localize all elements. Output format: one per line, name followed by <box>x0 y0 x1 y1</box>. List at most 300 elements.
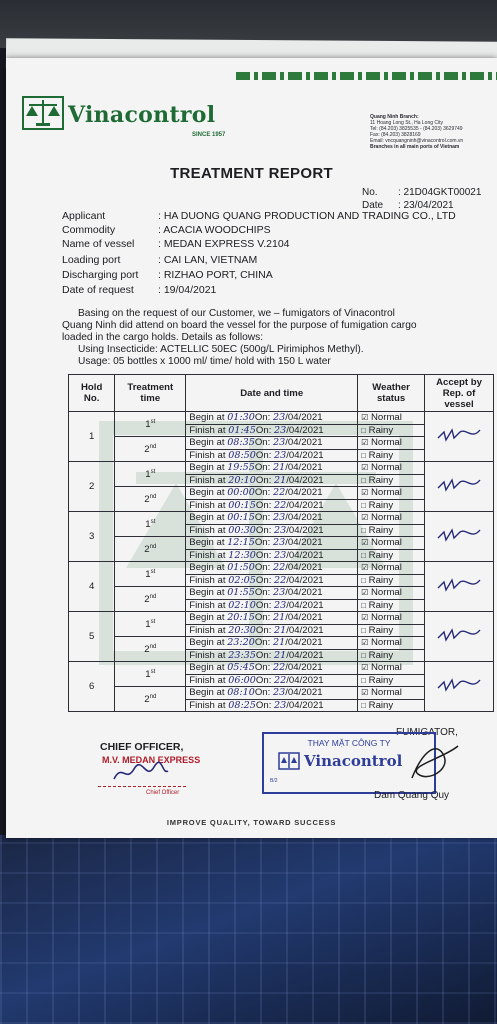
finish-day: 22 <box>274 674 287 686</box>
begin-label: Begin at <box>189 437 225 449</box>
finish-day: 21 <box>274 624 287 636</box>
table-row <box>69 512 494 525</box>
treatment-time <box>115 687 186 712</box>
weather-checkbox: □ <box>361 475 366 485</box>
begin-cell: Begin at 00:00On: 22/04/2021 <box>186 487 358 500</box>
finish-time: 02:10 <box>228 599 256 611</box>
begin-day: 23 <box>273 587 286 599</box>
treatment-ordinal: 2 <box>144 444 150 456</box>
weather-rainy <box>358 474 425 487</box>
field-label: Commodity <box>62 224 116 236</box>
accept-signature <box>425 662 494 712</box>
branch-line: Email: vncquangninh@vinacontrol.com.vn <box>370 138 464 144</box>
begin-label: Begin at <box>189 587 225 599</box>
vessel-rep-signature <box>436 426 482 444</box>
weather-rainy <box>358 674 425 687</box>
weather-label: Rainy <box>368 699 394 711</box>
weather-checkbox: ☑ <box>361 563 369 573</box>
begin-cell: Begin at 08:10On: 23/04/2021 <box>186 687 358 700</box>
weather-label: Normal <box>370 587 402 599</box>
hold-number-text: 4 <box>88 581 95 592</box>
weather-checkbox: ☑ <box>361 588 369 598</box>
finish-day: 23 <box>274 549 287 561</box>
hold-number-text: 6 <box>88 681 95 692</box>
finish-time: 20:10 <box>228 474 256 486</box>
table-row <box>69 562 494 575</box>
begin-day: 23 <box>273 687 286 699</box>
weather-checkbox: ☑ <box>361 538 369 548</box>
finish-cell: Finish at 02:10On: 23/04/2021 <box>186 599 358 612</box>
finish-cell: Finish at 20:10On: 21/04/2021 <box>186 474 358 487</box>
month-suffix: /04/2021 <box>286 624 324 636</box>
weather-checkbox: □ <box>361 700 366 710</box>
begin-cell: Begin at 01:55On: 23/04/2021 <box>186 587 358 600</box>
begin-label: Begin at <box>189 537 225 549</box>
weather-label: Normal <box>370 512 402 524</box>
begin-time: 00:00 <box>227 487 255 499</box>
begin-cell: Begin at 01:30On: 23/04/2021 <box>186 412 358 425</box>
fumigator-signature <box>404 738 462 788</box>
month-suffix: /04/2021 <box>285 562 323 574</box>
finish-time: 20:30 <box>228 624 256 636</box>
weather-checkbox: □ <box>361 650 366 660</box>
begin-time: 19:55 <box>227 462 255 474</box>
weather-checkbox: □ <box>361 625 366 635</box>
weather-label: Normal <box>370 562 402 574</box>
month-suffix: /04/2021 <box>285 462 323 474</box>
weather-normal <box>358 537 425 550</box>
table-header-row <box>69 375 494 412</box>
finish-cell: Finish at 12:30On: 23/04/2021 <box>186 549 358 562</box>
weather-normal <box>358 587 425 600</box>
weather-checkbox: ☑ <box>361 688 369 698</box>
weather-label: Rainy <box>368 624 394 636</box>
month-suffix: /04/2021 <box>285 487 323 499</box>
weather-label: Normal <box>370 662 402 674</box>
chief-signature <box>110 761 170 785</box>
month-suffix: /04/2021 <box>286 499 324 511</box>
weather-checkbox: □ <box>361 450 366 460</box>
on-label: On <box>255 699 269 711</box>
finish-time: 08:50 <box>228 449 256 461</box>
table-row <box>69 412 494 425</box>
treatment-time <box>115 462 186 487</box>
finish-label: Finish at <box>189 424 226 436</box>
begin-label: Begin at <box>189 487 225 499</box>
weather-rainy <box>358 549 425 562</box>
weather-label: Normal <box>370 437 402 449</box>
finish-day: 23 <box>274 424 287 436</box>
finish-label: Finish at <box>189 649 226 661</box>
report-number <box>362 187 482 198</box>
weather-normal <box>358 562 425 575</box>
weather-label: Normal <box>370 487 402 499</box>
begin-time: 20:15 <box>227 612 255 624</box>
weather-label: Rainy <box>368 574 394 586</box>
report-title: TREATMENT REPORT <box>170 165 333 182</box>
field-label: Date of request <box>62 284 134 296</box>
begin-time: 23:20 <box>227 637 255 649</box>
field-label: Applicant <box>62 210 106 222</box>
hold-number-text: 2 <box>88 481 95 492</box>
fumigator-label: FUMIGATOR, <box>396 727 458 738</box>
begin-day: 23 <box>273 512 286 524</box>
begin-day: 22 <box>273 487 286 499</box>
weather-checkbox: □ <box>361 500 366 510</box>
month-suffix: /04/2021 <box>285 412 323 424</box>
table-row <box>69 462 494 475</box>
month-suffix: /04/2021 <box>285 437 323 449</box>
treatment-ordinal: 1 <box>145 419 151 431</box>
on-label: On <box>254 562 268 574</box>
weather-label: Rainy <box>368 649 394 661</box>
treatment-ordinal-suffix: st <box>150 469 156 476</box>
on-label: On <box>254 662 268 674</box>
hold-number <box>69 512 115 562</box>
begin-cell: Begin at 05:45On: 22/04/2021 <box>186 662 358 675</box>
begin-cell: Begin at 00:15On: 23/04/2021 <box>186 512 358 525</box>
finish-cell: Finish at 02:05On: 22/04/2021 <box>186 574 358 587</box>
treatment-ordinal-suffix: nd <box>149 494 157 501</box>
on-label: On <box>254 687 268 699</box>
begin-cell: Begin at 08:35On: 23/04/2021 <box>186 437 358 450</box>
weather-label: Rainy <box>368 449 394 461</box>
hold-number-text: 1 <box>88 431 95 442</box>
table-row <box>69 662 494 675</box>
begin-day: 21 <box>273 637 286 649</box>
month-suffix: /04/2021 <box>286 649 324 661</box>
month-suffix: /04/2021 <box>286 574 324 586</box>
stamp-top-text: THAY MẶT CÔNG TY <box>307 738 391 748</box>
chief-officer-label: CHIEF OFFICER, <box>100 741 184 753</box>
weather-normal <box>358 512 425 525</box>
month-suffix: /04/2021 <box>285 512 323 524</box>
treatment-time <box>115 587 186 612</box>
month-suffix: /04/2021 <box>286 524 324 536</box>
treatment-ordinal-suffix: st <box>150 669 156 676</box>
treatment-time <box>115 612 186 637</box>
on-label: On <box>254 437 268 449</box>
begin-time: 01:50 <box>227 562 255 574</box>
begin-cell: Begin at 20:15On: 21/04/2021 <box>186 612 358 625</box>
weather-checkbox: ☑ <box>361 488 369 498</box>
begin-cell: Begin at 23:20On: 21/04/2021 <box>186 637 358 650</box>
finish-label: Finish at <box>189 624 226 636</box>
begin-label: Begin at <box>189 512 225 524</box>
finish-cell: Finish at 00:15On: 22/04/2021 <box>186 499 358 512</box>
treatment-ordinal: 1 <box>145 669 151 681</box>
begin-day: 23 <box>273 537 286 549</box>
weather-rainy <box>358 574 425 587</box>
stamp-company-name: Vinacontrol <box>304 752 403 770</box>
begin-time: 01:55 <box>227 587 255 599</box>
finish-day: 23 <box>274 449 287 461</box>
finish-day: 21 <box>274 474 287 486</box>
month-suffix: /04/2021 <box>285 687 323 699</box>
begin-day: 21 <box>273 612 286 624</box>
weather-label: Rainy <box>368 424 394 436</box>
treatment-time <box>115 537 186 562</box>
treatment-time <box>115 562 186 587</box>
weather-label: Rainy <box>368 599 394 611</box>
finish-day: 23 <box>274 699 287 711</box>
finish-label: Finish at <box>189 599 226 611</box>
treatment-time <box>115 662 186 687</box>
weather-checkbox: □ <box>361 425 366 435</box>
field-label: Loading port <box>62 254 121 266</box>
hold-number <box>69 462 115 512</box>
weather-checkbox: □ <box>361 550 366 560</box>
finish-cell: Finish at 23:35On: 21/04/2021 <box>186 649 358 662</box>
header-hold: Hold No. <box>69 375 115 412</box>
weather-rainy <box>358 424 425 437</box>
finish-time: 01:45 <box>228 424 256 436</box>
vessel-rep-signature <box>436 476 482 494</box>
weather-label: Normal <box>370 412 402 424</box>
header-weather: Weather status <box>358 375 425 412</box>
month-suffix: /04/2021 <box>285 537 323 549</box>
finish-day: 22 <box>274 574 287 586</box>
weather-normal <box>358 637 425 650</box>
chief-stamp-small: Chief Officer <box>146 790 180 796</box>
begin-time: 08:35 <box>227 437 255 449</box>
accept-signature <box>425 512 494 562</box>
weather-checkbox: ☑ <box>361 438 369 448</box>
header-date-time: Date and time <box>186 375 358 412</box>
treatment-ordinal: 2 <box>144 694 150 706</box>
finish-cell: Finish at 01:45On: 23/04/2021 <box>186 424 358 437</box>
finish-cell: Finish at 08:50On: 23/04/2021 <box>186 449 358 462</box>
vessel-rep-signature <box>436 576 482 594</box>
weather-checkbox: □ <box>361 675 366 685</box>
month-suffix: /04/2021 <box>285 662 323 674</box>
treatment-table <box>68 374 494 712</box>
finish-time: 08:25 <box>228 699 256 711</box>
on-label: On <box>254 587 268 599</box>
insecticide-line: Using Insecticide: ACTELLIC 50EC (500g/L Pirimiphos Methyl). <box>78 344 364 355</box>
treatment-ordinal-suffix: nd <box>149 694 157 701</box>
on-label: On <box>254 487 268 499</box>
vessel-rep-signature <box>436 626 482 644</box>
company-since: SINCE 1957 <box>192 132 226 138</box>
hold-number <box>69 612 115 662</box>
finish-label: Finish at <box>189 499 226 511</box>
begin-day: 22 <box>273 562 286 574</box>
begin-label: Begin at <box>189 412 225 424</box>
finish-day: 22 <box>274 499 287 511</box>
on-label: On <box>254 612 268 624</box>
treatment-ordinal: 2 <box>144 644 150 656</box>
month-suffix: /04/2021 <box>285 587 323 599</box>
month-suffix: /04/2021 <box>285 637 323 649</box>
field-value: : MEDAN EXPRESS V.2104 <box>158 238 290 250</box>
treatment-time <box>115 412 186 437</box>
month-suffix: /04/2021 <box>286 474 324 486</box>
month-suffix: /04/2021 <box>285 612 323 624</box>
treatment-ordinal: 2 <box>144 494 150 506</box>
begin-cell: Begin at 12:15On: 23/04/2021 <box>186 537 358 550</box>
field-value: : ACACIA WOODCHIPS <box>158 224 271 236</box>
treatment-ordinal-suffix: st <box>150 619 156 626</box>
on-label: On <box>254 412 268 424</box>
weather-rainy <box>358 524 425 537</box>
begin-label: Begin at <box>189 687 225 699</box>
weather-label: Rainy <box>368 474 394 486</box>
begin-day: 23 <box>273 437 286 449</box>
header-accept: Accept by Rep. of vessel <box>425 375 494 412</box>
treatment-time <box>115 512 186 537</box>
finish-cell: Finish at 08:25On: 23/04/2021 <box>186 699 358 712</box>
background-fabric <box>0 835 497 1024</box>
weather-checkbox: □ <box>361 575 366 585</box>
branch-line: Tel: (84.203) 3825535 - (84.203) 3629749 <box>370 126 463 132</box>
begin-time: 12:15 <box>227 537 255 549</box>
month-suffix: /04/2021 <box>286 424 324 436</box>
treatment-ordinal: 2 <box>144 594 150 606</box>
treatment-ordinal-suffix: nd <box>149 644 157 651</box>
finish-label: Finish at <box>189 699 226 711</box>
on-label: On <box>255 599 269 611</box>
begin-day: 23 <box>273 412 286 424</box>
finish-label: Finish at <box>189 549 226 561</box>
field-value: : CAI LAN, VIETNAM <box>158 254 258 266</box>
usage-line: Usage: 05 bottles x 1000 ml/ time/ hold with 150 L water <box>78 356 331 367</box>
treatment-ordinal-suffix: st <box>150 569 156 576</box>
weather-rainy <box>358 499 425 512</box>
weather-rainy <box>358 649 425 662</box>
branch-info <box>370 114 495 150</box>
on-label: On <box>255 474 269 486</box>
finish-time: 02:05 <box>228 574 256 586</box>
weather-normal <box>358 662 425 675</box>
begin-label: Begin at <box>189 562 225 574</box>
header-treatment-time: Treatment time <box>115 375 186 412</box>
intro-line: loaded in the cargo holds. Details as follows: <box>62 332 264 343</box>
month-suffix: /04/2021 <box>286 599 324 611</box>
branch-line: Quang Ninh Branch: <box>370 114 419 120</box>
weather-rainy <box>358 699 425 712</box>
month-suffix: /04/2021 <box>286 549 324 561</box>
accept-signature <box>425 462 494 512</box>
hold-number-text: 3 <box>88 531 95 542</box>
begin-day: 22 <box>273 662 286 674</box>
treatment-ordinal: 1 <box>145 619 151 631</box>
report-date-value: : 23/04/2021 <box>398 200 454 211</box>
weather-normal <box>358 612 425 625</box>
footer-slogan: IMPROVE QUALITY, TOWARD SUCCESS <box>166 818 337 827</box>
stamp-small-text: B/2 <box>270 778 278 784</box>
treatment-ordinal-suffix: st <box>150 519 156 526</box>
hold-number <box>69 412 115 462</box>
stamp-scales-icon <box>278 752 300 770</box>
treatment-ordinal: 1 <box>145 519 151 531</box>
treatment-ordinal-suffix: nd <box>149 544 157 551</box>
on-label: On <box>254 462 268 474</box>
begin-time: 05:45 <box>227 662 255 674</box>
begin-time: 00:15 <box>227 512 255 524</box>
begin-day: 21 <box>273 462 286 474</box>
weather-normal <box>358 412 425 425</box>
weather-checkbox: □ <box>361 525 366 535</box>
accept-signature <box>425 562 494 612</box>
weather-normal <box>358 487 425 500</box>
weather-label: Rainy <box>368 674 394 686</box>
treatment-ordinal: 2 <box>144 544 150 556</box>
on-label: On <box>255 624 269 636</box>
vessel-rep-signature <box>436 676 482 694</box>
treatment-ordinal-suffix: st <box>150 419 156 426</box>
finish-cell: Finish at 06:00On: 22/04/2021 <box>186 674 358 687</box>
begin-cell: Begin at 19:55On: 21/04/2021 <box>186 462 358 475</box>
on-label: On <box>255 674 269 686</box>
begin-label: Begin at <box>189 662 225 674</box>
weather-checkbox: ☑ <box>361 613 369 623</box>
branch-line: Fax: (84.203) 3828169 <box>370 132 421 138</box>
finish-label: Finish at <box>189 674 226 686</box>
begin-label: Begin at <box>189 637 225 649</box>
field-value: : 19/04/2021 <box>158 284 217 296</box>
finish-time: 06:00 <box>228 674 256 686</box>
report-number-value: : 21D04GKT00021 <box>398 187 482 198</box>
weather-label: Rainy <box>368 549 394 561</box>
begin-time: 01:30 <box>227 412 255 424</box>
finish-label: Finish at <box>189 574 226 586</box>
month-suffix: /04/2021 <box>286 699 324 711</box>
weather-normal <box>358 462 425 475</box>
treatment-ordinal: 1 <box>145 469 151 481</box>
accept-signature <box>425 412 494 462</box>
weather-checkbox: ☑ <box>361 513 369 523</box>
treatment-ordinal: 1 <box>145 569 151 581</box>
branch-line: Branches in all main ports of Vietnam <box>370 144 460 150</box>
weather-checkbox: □ <box>361 600 366 610</box>
treatment-time <box>115 637 186 662</box>
weather-label: Normal <box>370 537 402 549</box>
chief-signature-line <box>98 786 186 787</box>
hold-number <box>69 662 115 712</box>
finish-label: Finish at <box>189 474 226 486</box>
weather-checkbox: ☑ <box>361 663 369 673</box>
weather-normal <box>358 437 425 450</box>
on-label: On <box>255 649 269 661</box>
treatment-time <box>115 487 186 512</box>
finish-day: 23 <box>274 524 287 536</box>
report-date-label: Date <box>362 200 384 211</box>
vessel-rep-signature <box>436 526 482 544</box>
field-label: Name of vessel <box>62 238 135 250</box>
finish-day: 21 <box>274 649 287 661</box>
on-label: On <box>255 524 269 536</box>
hold-number-text: 5 <box>88 631 95 642</box>
weather-rainy <box>358 599 425 612</box>
weather-checkbox: ☑ <box>361 463 369 473</box>
company-logo <box>22 96 232 148</box>
weather-label: Normal <box>370 687 402 699</box>
on-label: On <box>255 424 269 436</box>
hold-number <box>69 562 115 612</box>
weather-label: Normal <box>370 637 402 649</box>
document-page <box>6 58 497 838</box>
intro-line: Quang Ninh did attend on board the vessel for the purpose of fumigation cargo <box>62 320 417 331</box>
month-suffix: /04/2021 <box>286 449 324 461</box>
begin-time: 08:10 <box>227 687 255 699</box>
on-label: On <box>254 637 268 649</box>
table-row <box>69 612 494 625</box>
finish-time: 00:30 <box>228 524 256 536</box>
weather-rainy <box>358 449 425 462</box>
finish-cell: Finish at 20:30On: 21/04/2021 <box>186 624 358 637</box>
scales-logo-icon <box>22 96 64 130</box>
